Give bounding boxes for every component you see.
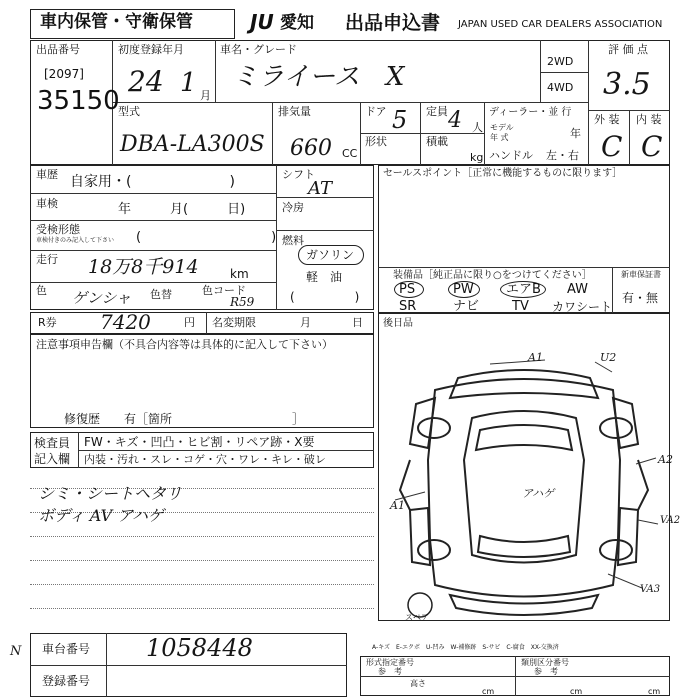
first-reg-month: 1	[180, 68, 197, 98]
inspection-label: 車検	[36, 197, 58, 210]
class-label: 類別区分番号	[521, 658, 569, 667]
org-name: 愛知	[280, 13, 314, 33]
repair-history: 修復歴 有［箇所 ］	[64, 412, 305, 426]
model-label: 車名・グレード	[220, 43, 297, 56]
cc-value: 660	[290, 136, 332, 161]
first-reg-label: 初度登録年月	[118, 43, 184, 56]
spec-label: 形式指定番号	[366, 658, 414, 667]
year-unit: 年	[570, 127, 581, 140]
capacity-value: 4	[448, 108, 462, 133]
equip-aw: AW	[567, 282, 589, 297]
mileage-value: 18万8千914	[88, 256, 199, 278]
equip-leather: カワシート	[552, 300, 613, 314]
storage-title: 車内保管・守衛保管	[40, 12, 193, 32]
name-change-label: 名変期限	[212, 316, 256, 329]
equip-navi: ナビ	[453, 299, 480, 314]
color-value: ゲンシャ	[72, 289, 132, 307]
height-label: 高さ	[410, 679, 426, 688]
cc-label: 排気量	[278, 105, 311, 118]
lot-number-label: 出品番号	[36, 43, 80, 56]
cooler-label: 冷房	[282, 201, 304, 214]
cc-unit: CC	[342, 147, 358, 160]
registration-label: 登録番号	[42, 674, 91, 688]
fuel-diesel: 軽 油	[306, 270, 343, 284]
diagram-mark-a1-top: A1	[528, 351, 543, 364]
capacity-label: 定員	[426, 105, 448, 118]
ju-logo: JU	[250, 10, 274, 34]
diagram-mark-va2: VA2	[660, 515, 681, 526]
diagram-mark-va3: VA3	[640, 584, 661, 595]
ticket-box	[30, 312, 374, 334]
fuel-label: 燃料	[282, 234, 304, 247]
equip-airbag: エアB	[506, 282, 541, 297]
rear-items-label: 後日品	[383, 318, 413, 329]
door-value: 5	[392, 106, 408, 134]
weight-unit: kg	[470, 151, 484, 164]
height-unit-2: cm	[570, 687, 583, 696]
inspection-value: 年 月( 日)	[118, 202, 246, 217]
form-title: 出品申込書	[345, 12, 441, 34]
car-damage-diagram	[380, 340, 668, 630]
drive-2wd: 2WD	[547, 55, 574, 68]
model-value: ミライース X	[232, 62, 405, 92]
model-year-label: モデル	[490, 123, 514, 132]
equipment-label: 装備品［純正品に限り○をつけてください］	[393, 270, 592, 281]
equip-pw: PW	[453, 282, 474, 297]
chassis-label: 車台番号	[42, 642, 91, 656]
dealer-label: ディーラー・並 行	[489, 107, 572, 118]
name-change-month: 月	[300, 316, 311, 329]
diagram-roof-note: アハゲ	[522, 487, 555, 500]
handwritten-note-1: シミ・シートヘタリ	[38, 484, 183, 503]
height-unit-3: cm	[648, 687, 661, 696]
score-label: 評 価 点	[608, 43, 648, 56]
equip-sr: SR	[399, 299, 417, 314]
checklist-line-1: FW・キズ・凹凸・ヒビ割・リペア跡・X要	[84, 435, 315, 449]
model-year-label2: 年 式	[490, 133, 509, 142]
type-value: DBA-LA300S	[120, 132, 265, 157]
acceptance-paren: ( )	[136, 230, 277, 245]
acceptance-note: 車検付きのみ記入して下さい	[36, 237, 115, 244]
interior-label: 内 装	[636, 113, 662, 126]
equip-ps: PS	[399, 282, 416, 297]
month-unit: 月	[200, 89, 211, 102]
exterior-label: 外 装	[594, 113, 620, 126]
shift-label: シフト	[282, 168, 315, 181]
lot-number: 35150	[37, 86, 120, 116]
type-label: 型式	[118, 105, 140, 118]
history-label: 車歴	[36, 168, 58, 181]
association-name: JAPAN USED CAR DEALERS ASSOCIATION	[458, 19, 663, 30]
equip-tv: TV	[512, 299, 529, 314]
acceptance-label: 受検形態	[36, 223, 80, 236]
r-ticket-unit: 円	[184, 316, 195, 329]
handle-label: ハンドル	[489, 149, 533, 162]
shift-value: AT	[308, 178, 333, 199]
color-code-label: 色コード	[202, 284, 246, 297]
entry-label: 記入欄	[34, 452, 71, 466]
color-label: 色	[36, 284, 47, 297]
fuel-paren: ( )	[290, 290, 360, 304]
chassis-number: 1058448	[146, 634, 253, 662]
checklist-line-2: 内装・汚れ・スレ・コゲ・穴・ワレ・キレ・破レ	[84, 453, 326, 466]
handle-options: 左・右	[546, 149, 579, 162]
margin-mark: N	[10, 644, 22, 659]
shape-label: 形状	[365, 135, 387, 148]
color-code-value: R59	[230, 295, 255, 309]
history-value: 自家用・( )	[70, 174, 235, 190]
damage-legend: A-キズ E-エクボ U-凹み W-補修跡 S-サビ C-腐食 XX-交換済	[372, 644, 559, 651]
diagram-mark-a1-left: A1	[390, 499, 405, 512]
spare-label: スペア	[405, 613, 429, 622]
first-reg-year: 24	[128, 65, 164, 98]
score-value: 3.5	[603, 67, 651, 102]
r-ticket-value: 7420	[100, 310, 151, 334]
lot-sub: [2097]	[44, 67, 84, 81]
fuel-gasoline: ガソリン	[306, 248, 355, 262]
capacity-unit: 人	[472, 121, 483, 134]
mileage-label: 走行	[36, 253, 58, 266]
mileage-unit: km	[230, 267, 249, 281]
sales-points-label: セールスポイント［正常に機能するものに限ります］	[383, 168, 623, 179]
inspector-label: 検査員	[34, 436, 71, 450]
interior-grade: C	[641, 130, 663, 163]
exterior-grade: C	[601, 130, 623, 163]
color-change-label: 色替	[150, 288, 172, 301]
warranty-options: 有・無	[622, 291, 659, 305]
notes-title: 注意事項申告欄（不具合内容等は具体的に記入して下さい）	[36, 338, 333, 351]
drive-4wd: 4WD	[547, 81, 574, 94]
spec-ref: 参 考	[378, 667, 402, 676]
diagram-mark-u2: U2	[600, 351, 617, 364]
handwritten-note-2: ボディ AV アハゲ	[38, 506, 164, 525]
name-change-day: 日	[352, 316, 363, 329]
height-unit-1: cm	[482, 687, 495, 696]
r-ticket-label: R券	[38, 316, 57, 329]
diagram-mark-a2: A2	[658, 453, 673, 466]
class-ref: 参 考	[534, 667, 558, 676]
warranty-label: 新車保証書	[621, 270, 661, 279]
weight-label: 積載	[426, 135, 448, 148]
door-label: ドア	[365, 105, 387, 118]
